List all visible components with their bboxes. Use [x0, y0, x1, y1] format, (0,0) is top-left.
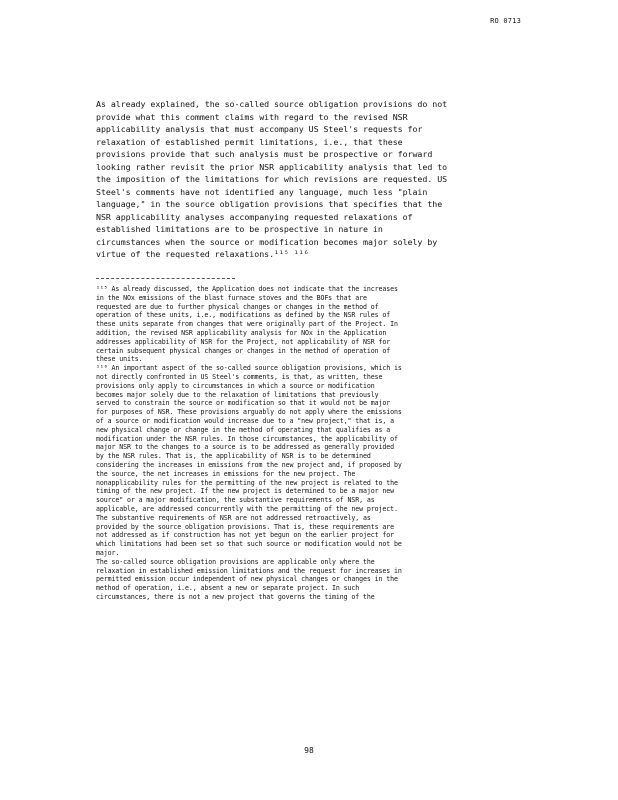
document-code: RO 0713 [490, 17, 521, 25]
page-number: 98 [304, 746, 314, 755]
body-line: looking rather revisit the prior NSR applicability analysis that led to [96, 161, 448, 172]
footnote-line: by the NSR rules. That is, the applicability of NSR is to be determined [96, 452, 371, 461]
footnote-line: source" or a major modification, the substantive requirements of NSR, as [96, 496, 375, 505]
footnote-line: for purposes of NSR. These provisions arguably do not apply where the emissions [96, 408, 402, 417]
footnote-line: nonapplicability rules for the permitting of the new project is related to the [96, 478, 398, 487]
footnote-line: which limitations had been set so that such source or modification would not be [96, 540, 402, 549]
footnote-line: served to constrain the source or modification so that it would not be major [96, 399, 391, 408]
footnote-line: The so-called source obligation provisions are applicable only where the [96, 557, 375, 566]
footnote-line: not addressed as if construction has not yet begun on the earlier project for [96, 531, 394, 540]
footnote-line: not directly confronted in US Steel's comments, is that, as written, these [96, 372, 383, 381]
footnote-line: new physical change or change in the method of operating that qualifies as a [96, 425, 391, 434]
body-paragraph [96, 98, 534, 261]
body-line: applicability analysis that must accompany US Steel's requests for [96, 124, 423, 134]
body-line: Steel's comments have not identified any language, much less "plain [96, 186, 428, 197]
footnote-line: applicable, are addressed concurrently with the permitting of the new project. [96, 504, 398, 513]
footnote-line: major NSR to the changes to a source is to be addressed as generally provided [96, 443, 394, 452]
body-line: provisions provide that such analysis must be prospective or forward [96, 149, 433, 159]
footnote-line: considering the increases in emissions from the new project and, if proposed by [96, 460, 402, 469]
footnote-line: The substantive requirements of NSR are not addressed retroactively, as [96, 513, 371, 522]
footnote-line: requested are due to further physical changes or changes in the method of [96, 302, 379, 311]
footnote-line: ¹¹⁶ An important aspect of the so-called source obligation provisions, which is [96, 364, 402, 373]
footnote-line: these units separate from changes that were originally part of the Project. In [96, 320, 398, 329]
footnote-line: circumstances, there is not a new project that governs the timing of the [96, 592, 375, 601]
footnote-line: permitted emission occur independent of new physical changes or changes in the [96, 575, 398, 584]
footnote-line: addition, the revised NSR applicability analysis for NOx in the Application [96, 328, 387, 337]
footnote-line: provided by the source obligation provisions. That is, these requirements are [96, 522, 394, 531]
footnote-line: provisions only apply to circumstances in which a source or modification [96, 381, 375, 390]
footnote-line: these units. [96, 355, 143, 364]
footnote-line: certain subsequent physical changes or changes in the method of operation of [96, 346, 391, 355]
body-line: the imposition of the limitations for which revisions are requested. US [96, 174, 448, 184]
footnote-line: major. [96, 548, 120, 557]
body-line: provide what this comment claims with regard to the revised NSR [96, 111, 408, 122]
body-line: virtue of the requested relaxations.¹¹⁵ ¹¹⁶ [96, 249, 309, 259]
footnote-line: operation of these units, i.e., modifications as defined by the NSR rules of [96, 311, 391, 320]
body-line: relaxation of established permit limitations, i.e., that these [96, 136, 403, 147]
footnote-line: of a source or modification would increase due to a "new project," that is, a [96, 416, 394, 425]
footnote-line: ¹¹⁵ As already discussed, the Application does not indicate that the increases [96, 285, 398, 293]
body-line: language," in the source obligation provisions that specifies that the [96, 199, 443, 209]
footnotes-section [96, 285, 534, 602]
footnote-line: modification under the NSR rules. In those circumstances, the applicability of [96, 434, 398, 443]
footnote-divider [96, 278, 235, 279]
footnote-line: timing of the new project. If the new project is determined to be a major new [96, 487, 394, 496]
footnote-line: method of operation, i.e., absent a new or separate project. In such [96, 584, 360, 593]
footnote-line: in the NOx emissions of the blast furnace stoves and the BOFs that are [96, 293, 367, 302]
footnote-line: relaxation in established emission limitations and the request for increases in [96, 566, 402, 575]
body-line: circumstances when the source or modification becomes major solely by [96, 236, 438, 247]
footnote-line: addresses applicability of NSR for the Project, not applicability of NSR for [96, 337, 391, 346]
body-line: As already explained, the so-called source obligation provisions do not [96, 99, 448, 109]
body-line: NSR applicability analyses accompanying requested relaxations of [96, 211, 413, 222]
footnote-line: becomes major solely due to the relaxation of limitations that previously [96, 390, 379, 399]
footnote-line: the source, the net increases in emissions for the new project. The [96, 469, 356, 478]
body-line: established limitations are to be prospective in nature in [96, 224, 383, 234]
